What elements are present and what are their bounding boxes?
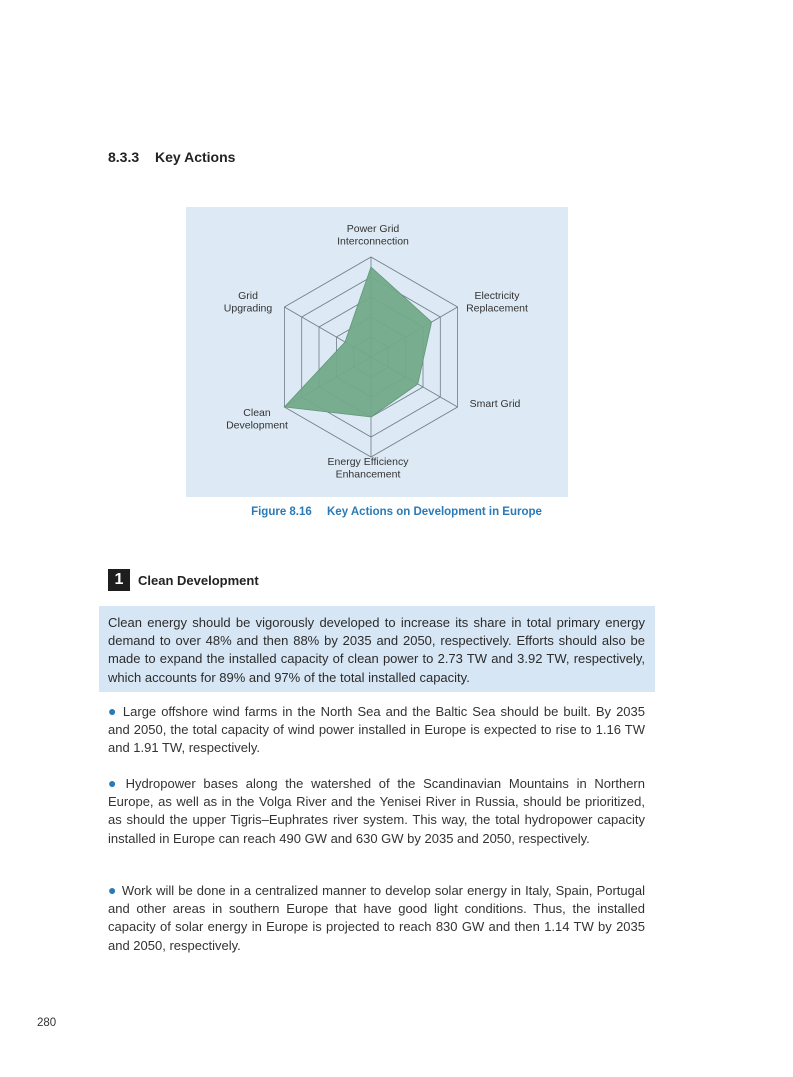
radar-chart [186,207,568,497]
section-number: 8.3.3 [108,149,140,165]
bullet-text: Work will be done in a centralized manner to develop solar energy in Italy, Spain, Portugal and other areas in southern Europe that have good light conditions. Thus, the installed capacity of solar energy in Europe is projected to reach 830 GW and then 1.14 TW by 2035 and 2050, respectively. [108,883,645,953]
bullet-dot-icon: ● [108,775,121,791]
bullet-paragraph-solar [108,881,645,955]
bullet-dot-icon: ● [108,703,118,719]
radar-axis-label-0: Power Grid Interconnection [337,223,409,248]
page-number: 280 [37,1017,57,1029]
figure-number: Figure 8.16 [251,506,312,518]
highlight-paragraph: Clean energy should be vigorously developed to increase its share in total primary energy demand to over 48% and then 88% by 2035 and 2050, respectively. Efforts should also be made to expand the installed capacity of clean power to 2.73 TW and 3.92 TW, respectively, which accounts for 89% and 97% of the total installed capacity. [99,606,655,692]
subsection-title: Clean Development [138,572,259,588]
subsection-number-badge: 1 [108,569,130,591]
section-title: Key Actions [155,149,236,165]
radar-axis-label-2: Smart Grid [469,398,521,410]
section-heading [108,149,235,165]
radar-axis-label-3: Energy Efficiency Enhancement [327,456,409,481]
radar-axis-label-5: Grid Upgrading [223,290,273,315]
radar-axis-label-1: Electricity Replacement [466,290,528,315]
bullet-dot-icon: ● [108,882,117,898]
figure-caption [0,506,793,518]
radar-axis-label-4: Clean Development [226,407,288,432]
subsection-heading [108,569,259,591]
bullet-text: Large offshore wind farms in the North Sea and the Baltic Sea should be built. By 2035 and 2050, the total capacity of wind power installed in Europe is expected to rise to 1.16 TW and 1.91 TW, respectively. [108,704,645,756]
bullet-paragraph-wind [108,702,645,758]
bullet-paragraph-hydro [108,774,645,848]
figure-caption-text: Key Actions on Development in Europe [327,506,542,518]
bullet-text: Hydropower bases along the watershed of the Scandinavian Mountains in Northern Europe, as well as in the Volga River and the Yenisei River in Russia, should be prioritized, as should the upper Tigris–Euphrates river system. This way, the total hydropower capacity installed in Europe can reach 490 GW and 630 GW by 2035 and 2050, respectively. [108,776,645,846]
radar-chart-figure [186,207,568,497]
